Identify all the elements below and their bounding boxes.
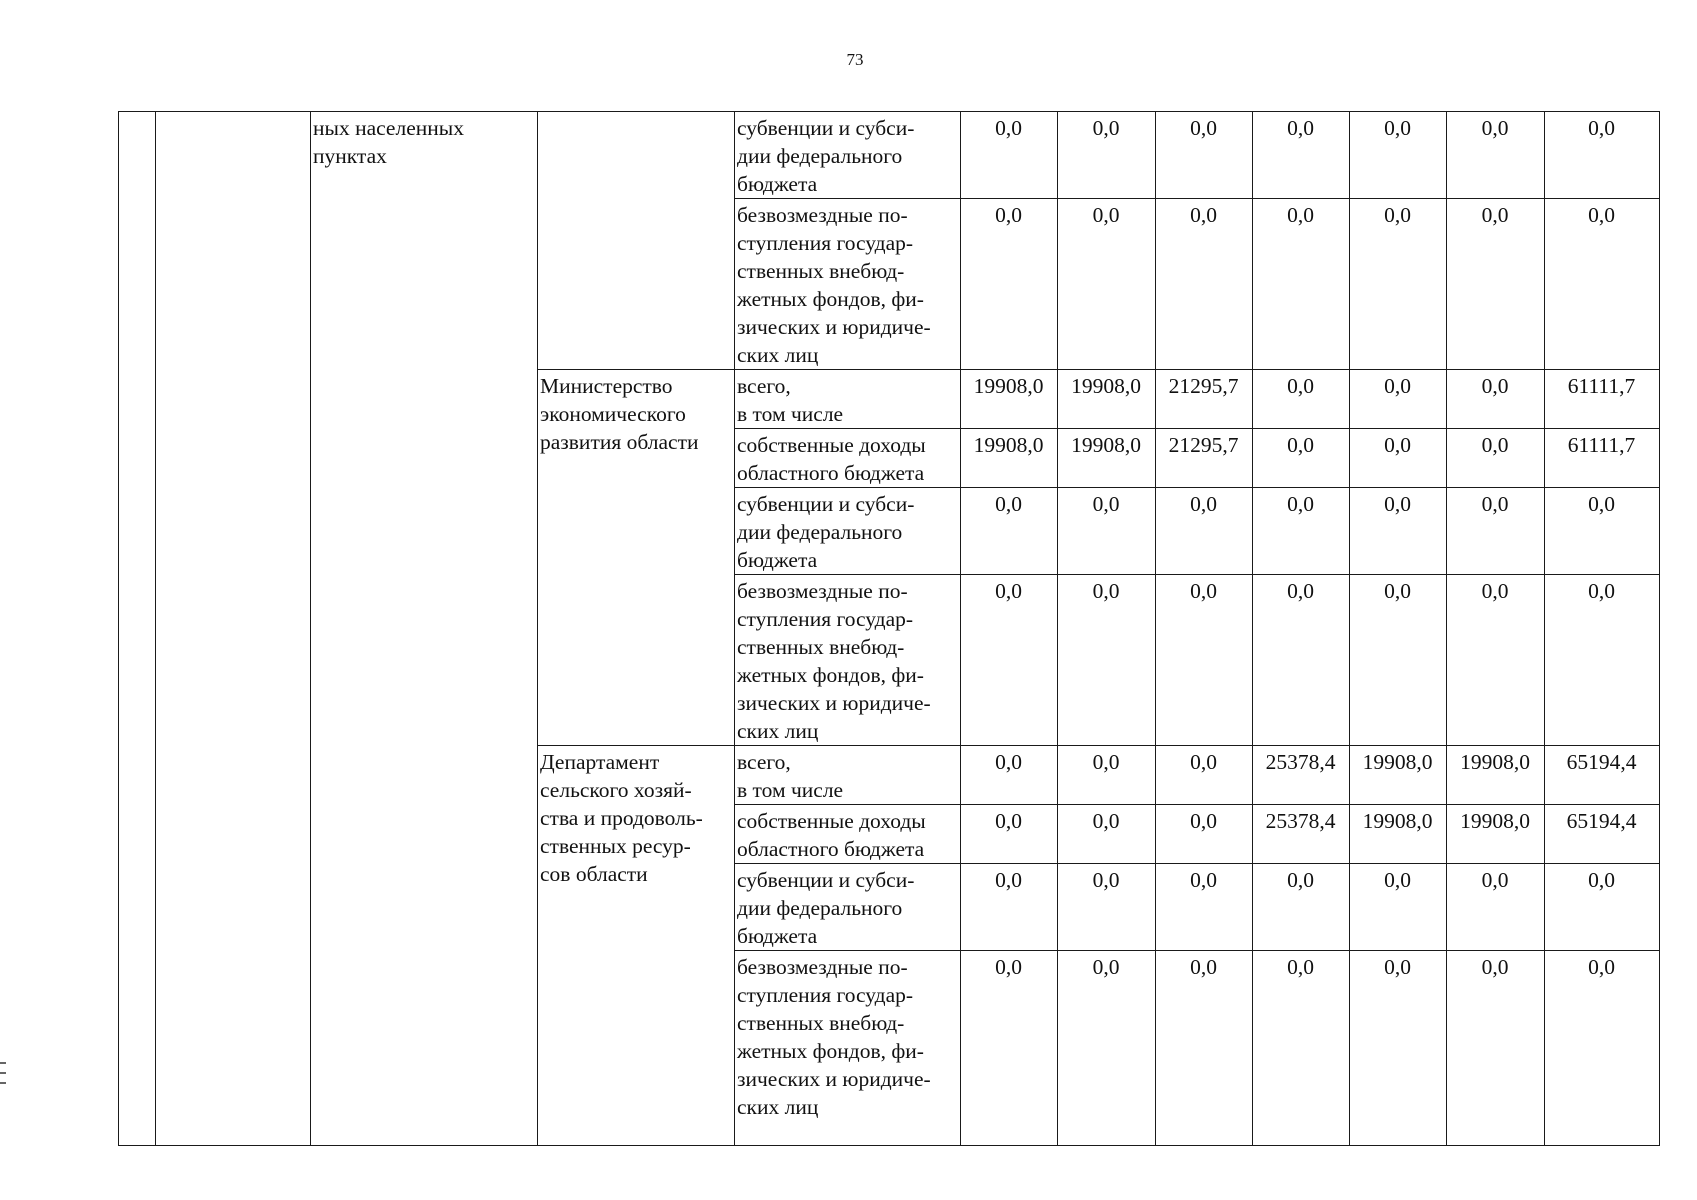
value-cell: 0,0 <box>1058 112 1156 199</box>
page-number: 73 <box>846 50 864 69</box>
executor-cell <box>538 112 735 370</box>
value-cell: 0,0 <box>1156 488 1253 575</box>
value-cell: 0,0 <box>1253 575 1350 746</box>
value-cell: 19908,0 <box>1447 746 1545 805</box>
value-cell: 0,0 <box>1350 488 1447 575</box>
funding-source-cell: безвозмездные по- ступления государ- ственных внебюд- жетных фондов, фи- зических и юридиче- ских лиц <box>735 199 961 370</box>
value-cell: 21295,7 <box>1156 429 1253 488</box>
value-cell: 0,0 <box>1253 951 1350 1146</box>
value-cell: 0,0 <box>1253 112 1350 199</box>
value-cell: 0,0 <box>1156 864 1253 951</box>
executor-cell: Министерство экономического развития области <box>538 370 735 746</box>
value-cell: 0,0 <box>1058 864 1156 951</box>
value-cell: 0,0 <box>1156 199 1253 370</box>
value-cell: 0,0 <box>1058 199 1156 370</box>
value-cell: 0,0 <box>1253 370 1350 429</box>
value-cell: 19908,0 <box>1058 370 1156 429</box>
value-cell: 0,0 <box>1058 746 1156 805</box>
value-cell: 0,0 <box>1447 951 1545 1146</box>
value-cell: 0,0 <box>1156 805 1253 864</box>
value-cell: 0,0 <box>1545 951 1660 1146</box>
value-cell: 25378,4 <box>1253 746 1350 805</box>
value-cell: 21295,7 <box>1156 370 1253 429</box>
funding-source-cell: всего, в том числе <box>735 370 961 429</box>
value-cell: 0,0 <box>1350 199 1447 370</box>
table-row <box>119 112 1660 199</box>
value-cell: 0,0 <box>1447 488 1545 575</box>
value-cell: 19908,0 <box>1350 805 1447 864</box>
value-cell: 0,0 <box>961 951 1058 1146</box>
value-cell: 0,0 <box>1447 199 1545 370</box>
funding-source-cell: безвозмездные по- ступления государ- ственных внебюд- жетных фондов, фи- зических и юридиче- ских лиц <box>735 575 961 746</box>
value-cell: 19908,0 <box>1350 746 1447 805</box>
value-cell: 0,0 <box>1545 488 1660 575</box>
value-cell: 0,0 <box>1156 575 1253 746</box>
value-cell: 0,0 <box>1350 112 1447 199</box>
value-cell: 0,0 <box>1156 112 1253 199</box>
value-cell: 0,0 <box>1350 370 1447 429</box>
value-cell: 0,0 <box>1447 112 1545 199</box>
value-cell: 0,0 <box>961 488 1058 575</box>
value-cell: 0,0 <box>961 112 1058 199</box>
scan-margin-mark <box>0 1062 6 1064</box>
value-cell: 0,0 <box>1253 488 1350 575</box>
value-cell: 0,0 <box>1545 199 1660 370</box>
value-cell: 25378,4 <box>1253 805 1350 864</box>
value-cell: 0,0 <box>1545 864 1660 951</box>
value-cell: 0,0 <box>1058 488 1156 575</box>
value-cell: 0,0 <box>1156 951 1253 1146</box>
value-cell: 0,0 <box>1545 575 1660 746</box>
funding-source-cell: субвенции и субси- дии федерального бюджета <box>735 112 961 199</box>
value-cell: 0,0 <box>1545 112 1660 199</box>
value-cell: 0,0 <box>1447 429 1545 488</box>
value-cell: 19908,0 <box>1447 805 1545 864</box>
number-cell <box>119 112 156 1146</box>
value-cell: 0,0 <box>1058 805 1156 864</box>
value-cell: 0,0 <box>1253 429 1350 488</box>
value-cell: 0,0 <box>1447 370 1545 429</box>
executor-cell: Департамент сельского хозяй- ства и продоволь- ственных ресур- сов области <box>538 746 735 1146</box>
value-cell: 0,0 <box>1156 746 1253 805</box>
funding-source-cell: всего, в том числе <box>735 746 961 805</box>
value-cell: 19908,0 <box>1058 429 1156 488</box>
value-cell: 61111,7 <box>1545 370 1660 429</box>
value-cell: 0,0 <box>1447 864 1545 951</box>
value-cell: 0,0 <box>1350 429 1447 488</box>
value-cell: 0,0 <box>1350 575 1447 746</box>
value-cell: 65194,4 <box>1545 746 1660 805</box>
value-cell: 0,0 <box>961 746 1058 805</box>
program-name-cell: ных населенных пунктах <box>311 112 538 1146</box>
funding-source-cell: собственные доходы областного бюджета <box>735 805 961 864</box>
value-cell: 65194,4 <box>1545 805 1660 864</box>
funding-source-cell: собственные доходы областного бюджета <box>735 429 961 488</box>
budget-table <box>118 111 1660 1146</box>
value-cell: 19908,0 <box>961 429 1058 488</box>
value-cell: 0,0 <box>961 199 1058 370</box>
code-cell <box>156 112 311 1146</box>
funding-source-cell: безвозмездные по- ступления государ- ственных внебюд- жетных фондов, фи- зических и юридиче- ских лиц <box>735 951 961 1146</box>
value-cell: 0,0 <box>1058 575 1156 746</box>
value-cell: 0,0 <box>1350 864 1447 951</box>
value-cell: 0,0 <box>961 575 1058 746</box>
funding-source-cell: субвенции и субси- дии федерального бюджета <box>735 864 961 951</box>
funding-source-cell: субвенции и субси- дии федерального бюджета <box>735 488 961 575</box>
value-cell: 19908,0 <box>961 370 1058 429</box>
scan-margin-mark <box>0 1072 6 1074</box>
value-cell: 61111,7 <box>1545 429 1660 488</box>
value-cell: 0,0 <box>1253 864 1350 951</box>
value-cell: 0,0 <box>1350 951 1447 1146</box>
value-cell: 0,0 <box>961 864 1058 951</box>
value-cell: 0,0 <box>1253 199 1350 370</box>
value-cell: 0,0 <box>961 805 1058 864</box>
scan-margin-mark <box>0 1082 6 1084</box>
value-cell: 0,0 <box>1058 951 1156 1146</box>
value-cell: 0,0 <box>1447 575 1545 746</box>
